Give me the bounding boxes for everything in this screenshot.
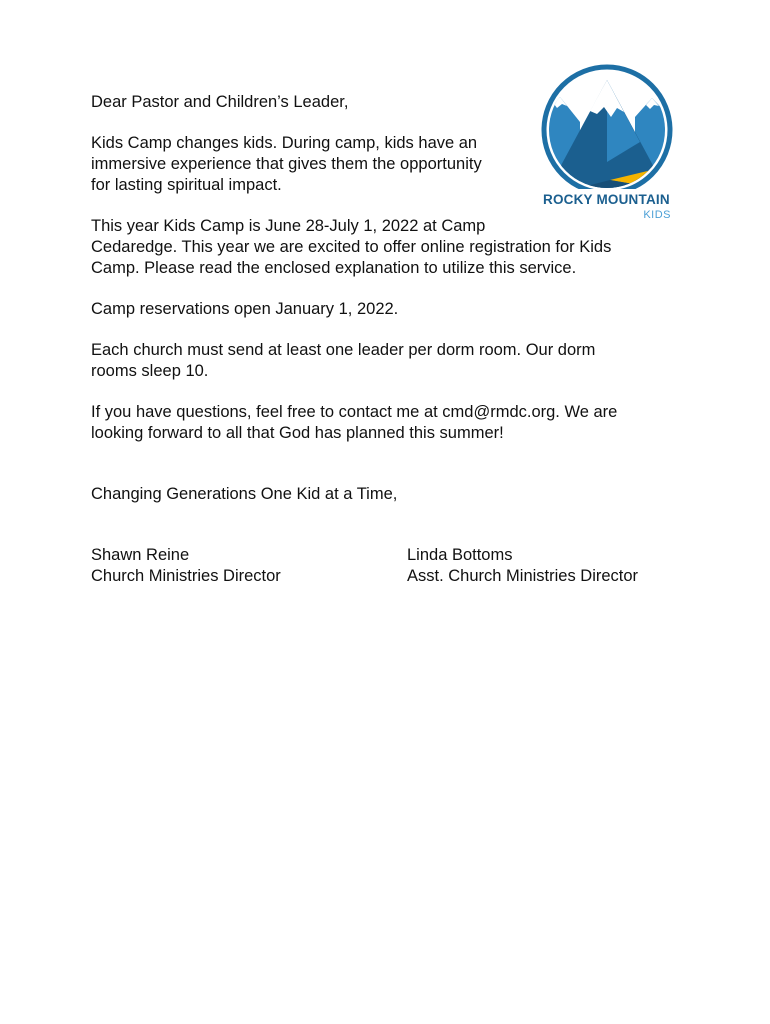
paragraph-line: looking forward to all that God has planned this summer! (91, 424, 504, 442)
signer-name: Linda Bottoms (407, 546, 513, 564)
paragraph-line: for lasting spiritual impact. (91, 176, 282, 194)
paragraph-line: rooms sleep 10. (91, 362, 209, 380)
paragraph-reservations: Camp reservations open January 1, 2022. (91, 300, 399, 318)
paragraph-leaders (91, 340, 691, 382)
signature-left (91, 545, 281, 587)
paragraph-intro (91, 133, 521, 196)
signature-right (407, 545, 638, 587)
signer-title: Church Ministries Director (91, 567, 281, 585)
closing-line: Changing Generations One Kid at a Time, (91, 485, 398, 503)
salutation: Dear Pastor and Children’s Leader, (91, 93, 349, 111)
paragraph-line: Kids Camp changes kids. During camp, kids have an (91, 134, 478, 152)
paragraph-line: immersive experience that gives them the opportunity (91, 155, 482, 173)
signature-block (91, 545, 691, 589)
paragraph-line: This year Kids Camp is June 28-July 1, 2022 at Camp (91, 217, 486, 235)
logo-text-secondary: KIDS (643, 209, 671, 221)
paragraph-questions (91, 402, 691, 444)
paragraph-line: Camp. Please read the enclosed explanation to utilize this service. (91, 259, 577, 277)
paragraph-line: Each church must send at least one leader per dorm room. Our dorm (91, 341, 596, 359)
paragraph-line: Cedaredge. This year we are excited to offer online registration for Kids (91, 238, 612, 256)
signer-name: Shawn Reine (91, 546, 190, 564)
paragraph-line: If you have questions, feel free to contact me at cmd@rmdc.org. We are (91, 403, 618, 421)
signer-title: Asst. Church Ministries Director (407, 567, 639, 585)
logo-text-primary: ROCKY MOUNTAIN (543, 192, 670, 207)
rocky-mountain-kids-logo (540, 62, 675, 227)
